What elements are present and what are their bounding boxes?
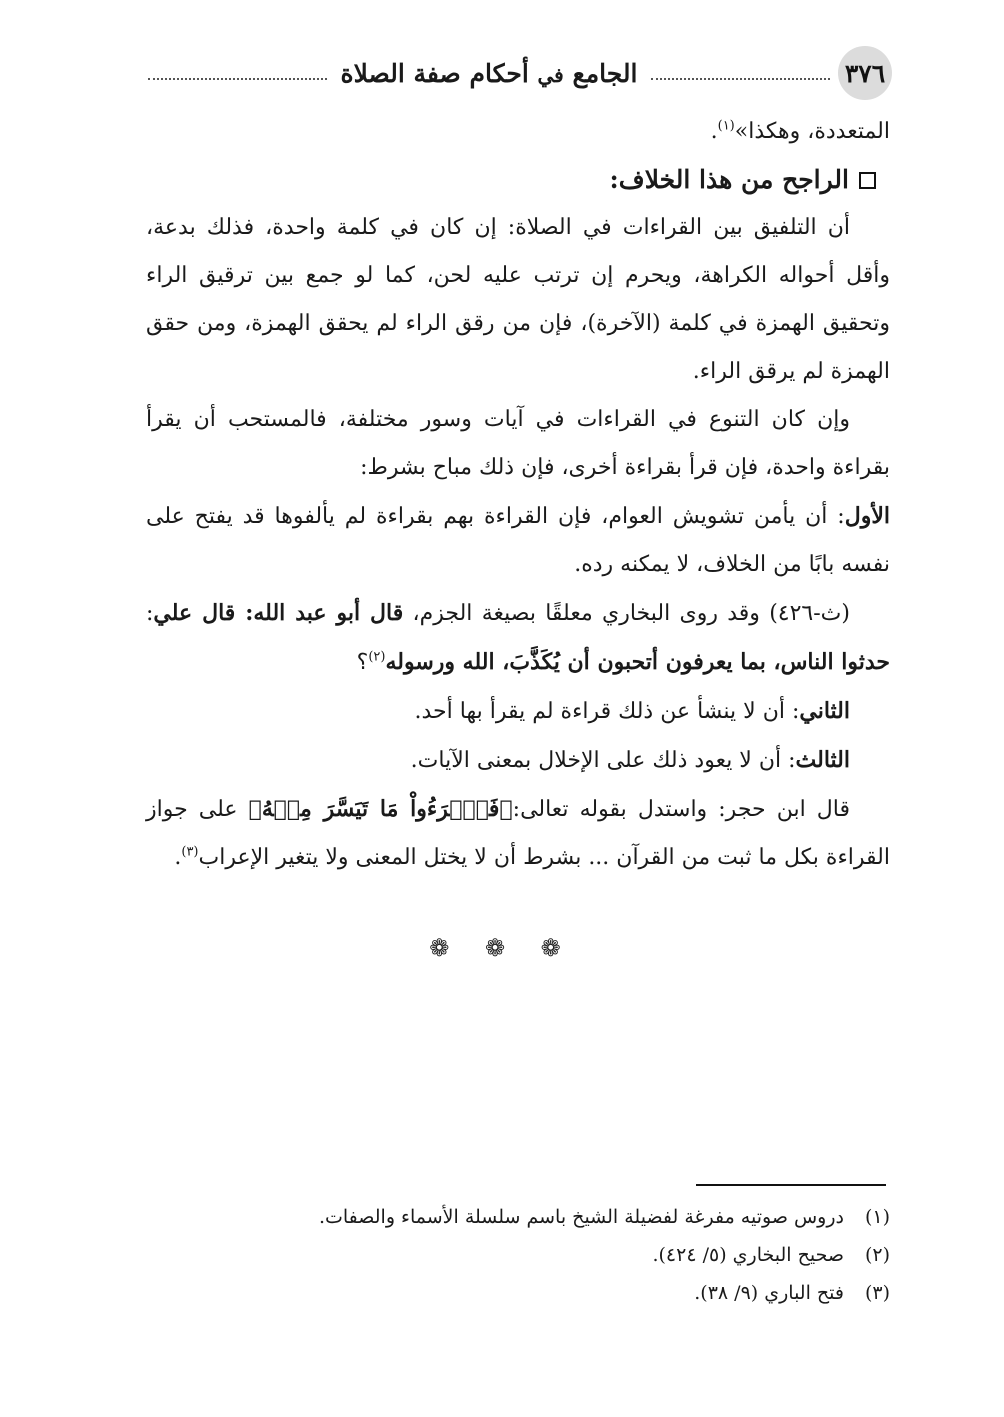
footnote-ref: (٢) [368, 649, 386, 665]
footnote-item [146, 1198, 890, 1236]
condition-first [146, 492, 890, 589]
footnote-item [146, 1274, 890, 1312]
header-dotted-leader-right [651, 78, 830, 80]
paragraph-hadith [146, 589, 890, 687]
footnote-number: (١) [864, 1206, 890, 1228]
footnote-item [146, 1236, 890, 1274]
running-title-rest: أحكام صفة الصلاة [340, 58, 529, 88]
bold-quote: حدثوا الناس، بما يعرفون أتحبون أن يُكَذَّبَ، الله ورسوله [385, 649, 890, 675]
condition-label: الأول [844, 503, 890, 529]
section-divider-ornament: ❁ ❁ ❁ [429, 934, 575, 962]
text-span: : [146, 601, 154, 626]
page-number: ٣٧٦ [838, 46, 892, 100]
text-span: . [174, 845, 182, 870]
square-bullet-icon [859, 172, 876, 189]
footnote-ref: (٣) [181, 844, 199, 860]
running-title-main: الجامع [572, 58, 638, 88]
condition-label: الثاني [799, 698, 850, 724]
text-span: ؟ [356, 650, 369, 675]
text-span: (ث-٤٢٦) وقد روى البخاري معلقًا بصيغة الجزم، [412, 601, 850, 626]
running-title-connector: في [537, 62, 564, 87]
quran-verse: ﴿فَٱقۡرَءُواْ مَا تَيَسَّرَ مِنۡهُ﴾ [248, 796, 513, 822]
footnote-separator [696, 1184, 886, 1186]
section-heading [146, 156, 890, 204]
condition-third [146, 736, 890, 785]
bold-span: قال أبو عبد الله: قال علي [153, 600, 404, 626]
text-span: قال ابن حجر: واستدل بقوله تعالى: [512, 797, 850, 822]
running-title [335, 59, 644, 88]
footnote-text: صحيح البخاري (٥/ ٤٢٤). [652, 1244, 844, 1266]
text-span: : أن يأمن تشويش العوام، فإن القراءة بهم بقراءة لم يألفوها قد يفتح على نفسه بابًا من الخلاف، لا يمكنه رده. [146, 504, 890, 577]
text-span: المتعددة، وهكذا» [734, 119, 890, 144]
paragraph-ibn-hajar [146, 785, 890, 882]
footnote-number: (٣) [864, 1282, 890, 1304]
header-dotted-leader-left [148, 78, 327, 80]
condition-second [146, 687, 890, 736]
footnote-text: فتح الباري (٩/ ٣٨). [694, 1282, 844, 1304]
main-text [146, 108, 890, 882]
paragraph: أن التلفيق بين القراءات في الصلاة: إن كان في كلمة واحدة، فذلك بدعة، وأقل أحواله الكراهة، ويحرم إن ترتب عليه لحن، كما لو جمع بين ترقيق الراء وتحقيق الهمزة في كلمة (الآخرة)، فإن من رقق الراء لم يحقق الهمزة، ومن حقق الهمزة لم يرقق الراء. [146, 215, 890, 384]
text-span: على جواز القراءة بكل ما ثبت من القرآن ... بشرط أن لا يختل المعنى ولا يتغير الإعراب [146, 797, 890, 870]
paragraph-continuation [146, 108, 890, 156]
paragraph: وإن كان التنوع في القراءات في آيات وسور مختلفة، فالمستحب أن يقرأ بقراءة واحدة، فإن قرأ بقراءة أخرى، فإن ذلك مباح بشرط: [146, 407, 890, 480]
page-header [140, 48, 892, 98]
footnote-number: (٢) [864, 1244, 890, 1266]
footnotes [146, 1198, 890, 1312]
text-span: : أن لا يعود ذلك على الإخلال بمعنى الآيات. [410, 748, 796, 773]
text-span: : أن لا ينشأ عن ذلك قراءة لم يقرأ بها أحد. [414, 699, 800, 724]
text-span: . [710, 119, 718, 144]
footnote-ref: (١) [717, 118, 735, 134]
condition-label: الثالث [795, 747, 850, 773]
footnote-text: دروس صوتيه مفرغة لفضيلة الشيخ باسم سلسلة الأسماء والصفات. [318, 1206, 844, 1228]
section-heading-text: الراجح من هذا الخلاف: [609, 165, 849, 194]
